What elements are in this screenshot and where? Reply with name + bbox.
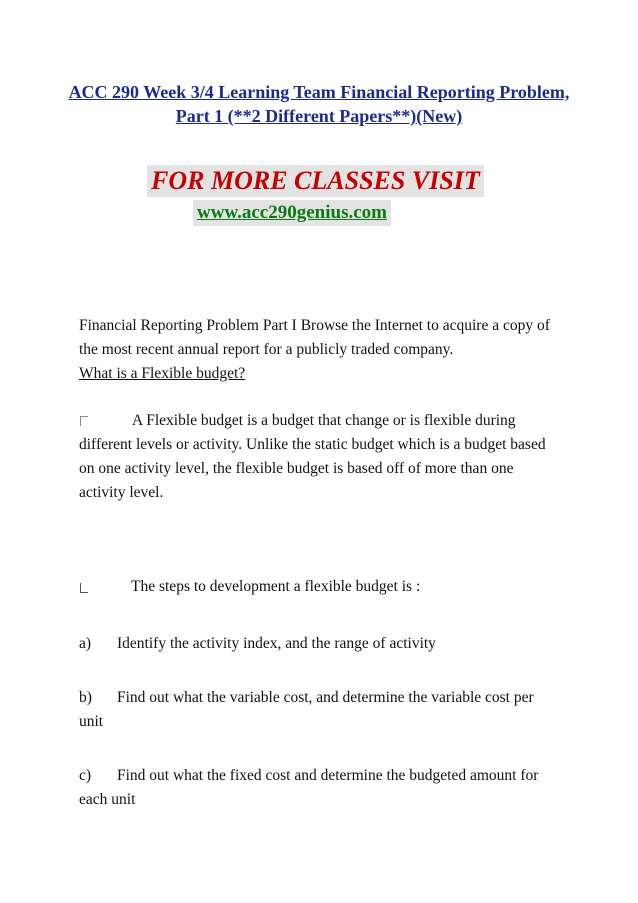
promo-link-wrap: [193, 200, 391, 226]
list-item: [79, 632, 559, 656]
list-item-label: b): [79, 689, 92, 706]
flexible-budget-text: A Flexible budget is a budget that change or is flexible during different levels or activity. Unlike the static budget which is a budget based on one activity level, the flexible budget is based off of more than one activity level.: [79, 412, 546, 501]
list-item-label: c): [79, 767, 92, 784]
intro-text: Financial Reporting Problem Part I Browse the Internet to acquire a copy of the most recent annual report for a publicly traded company.: [79, 317, 550, 358]
steps-intro: The steps to development a flexible budget is :: [131, 578, 421, 595]
promo-banner: [147, 165, 484, 197]
list-item-text: Find out what the fixed cost and determine the budgeted amount for each unit: [79, 767, 539, 808]
bullet-marker-icon: [80, 583, 88, 593]
list-item: [79, 764, 559, 812]
promo-link[interactable]: www.acc290genius.com: [193, 200, 391, 226]
document-title: ACC 290 Week 3/4 Learning Team Financial Reporting Problem, Part 1 (**2 Different Papers**)(New): [68, 82, 570, 126]
flexible-budget-paragraph: [79, 409, 559, 505]
list-item: [79, 686, 559, 734]
list-item-text: Identify the activity index, and the range of activity: [117, 635, 436, 652]
question-heading: What is a Flexible budget?: [79, 365, 246, 382]
list-item-label: a): [79, 635, 92, 652]
intro-paragraph: [79, 314, 559, 386]
list-item-text: Find out what the variable cost, and determine the variable cost per unit: [79, 689, 534, 730]
promo-text: FOR MORE CLASSES VISIT: [147, 165, 484, 197]
